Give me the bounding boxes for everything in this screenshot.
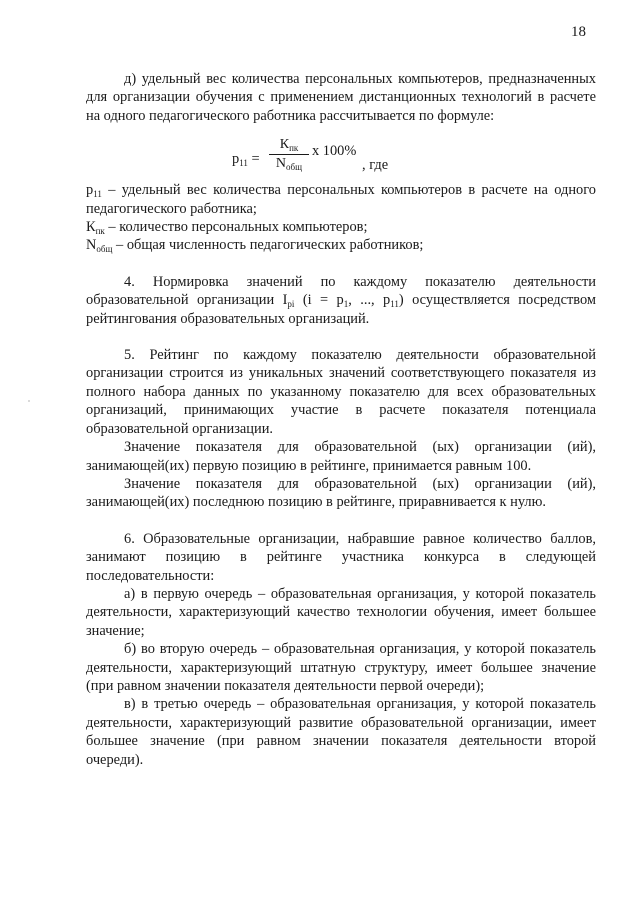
scan-speck [28,400,30,402]
paragraph-d: д) удельный вес количества персональных компьютеров, предназначенных для организации обучения с применением дистанционных технологий в расчете на одного педагогического работника рассчитывается по формуле: [86,71,596,124]
document-body [86,70,596,769]
formula [232,133,596,181]
formula-lhs: $p_{11}$ = [232,151,260,169]
paragraph-5-first-position: Значение показателя для образовательной (ых) организации (ий), занимающей(их) первую позицию в рейтинге, принимается равным 100. [86,439,596,474]
paragraph-5-last-position: Значение показателя для образовательной (ых) организации (ий), занимающей(их) последнюю позицию в рейтинге, приравнивается к нулю. [86,475,596,511]
paragraph-6: 6. Образовательные организации, набравшие равное количество баллов, занимают позицию в рейтинге участника конкурса в следующей последовательности: [86,530,596,584]
formula-tail: , где [362,157,389,174]
paragraph-6-c: в) в третью очередь – образовательная организация, у которой показатель деятельности, характеризующий развитие образовательной организации, имеет большее значение (при равном значении показателя деятельности второй очереди). [86,696,596,768]
formula-numerator: $К_{пк}$ [279,137,299,154]
definition-p11: $p_{11}$ – удельный вес количества персональных компьютеров в расчете на одного педагогического работника; [86,182,596,217]
definition-kpk: $К_{пк}$ – количество персональных компьютеров; [86,219,368,237]
paragraph-5: 5. Рейтинг по каждому показателю деятельности образовательной организации строится из уникальных значений соответствующего показателя из полного набора данных по указанному показателю для всех образовательных организаций, принимающих участие в расчете показателя потенциала образовательной организации. [86,347,596,437]
formula-multiplier: х 100% [312,143,357,160]
page-number: 18 [571,24,586,40]
paragraph-6-b: б) во вторую очередь – образовательная организация, у которой показатель деятельности, характеризующий штатную структуру, имеет большее значение (при равном значении показателя деятельности первой очереди); [86,641,596,694]
definition-nobsh: $N_{общ}$ – общая численность педагогических работников; [86,237,424,255]
formula-denominator: $N_{общ}$ [275,156,303,173]
paragraph-6-a: а) в первую очередь – образовательная организация, у которой показатель деятельности, характеризующий качество технологии обучения, имеет большее значение; [86,585,596,639]
formula-fraction [269,137,309,172]
fraction-bar [269,154,309,155]
paragraph-4: 4. Нормировка значений по каждому показателю деятельности образовательной организации $I_{pi}$ ($i = p_1$, ..., $p_{11}$) осуществляется посредством рейтингования образовательных организаций. [86,273,596,327]
